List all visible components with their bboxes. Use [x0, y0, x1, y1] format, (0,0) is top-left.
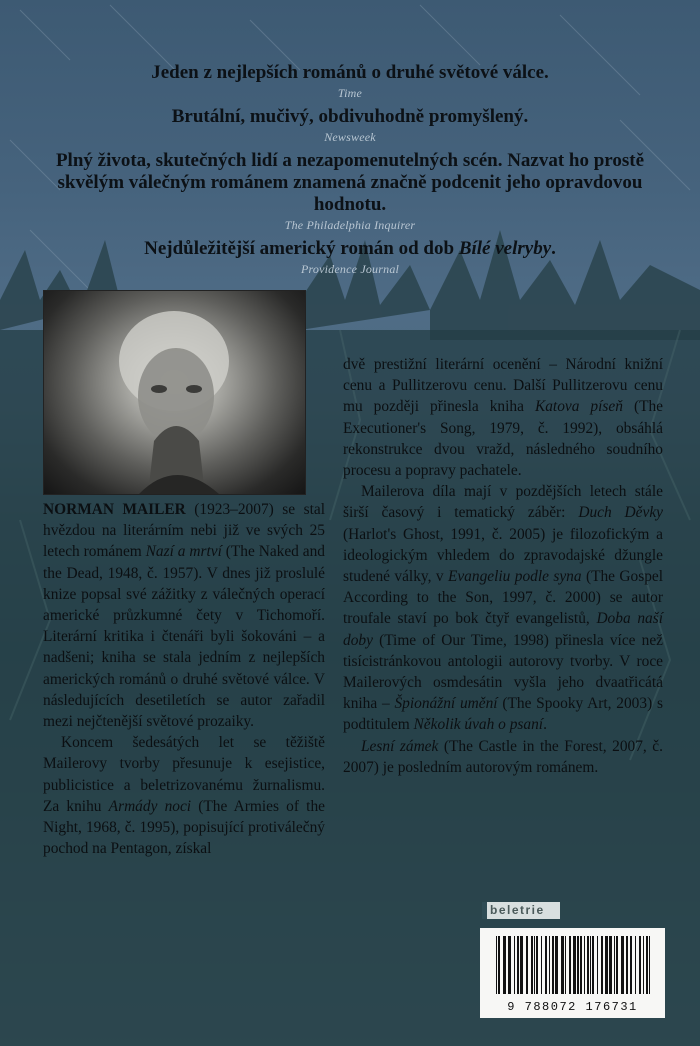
barcode-bar [536, 936, 538, 994]
barcode-bar [646, 936, 648, 994]
barcode-bars [480, 928, 665, 1000]
barcode-bar [643, 936, 644, 994]
barcode-bar [514, 936, 515, 994]
barcode-bar [616, 936, 618, 994]
barcode-bar [508, 936, 511, 994]
barcode-bar [549, 936, 550, 994]
barcode-bar [639, 936, 641, 994]
barcode-bar [635, 936, 636, 994]
publisher-mark-icon [482, 902, 487, 919]
barcode-bar [565, 936, 566, 994]
bio-paragraph-4: Mailerova díla mají v pozdějších letech stále širší časový i tematický záběr: Duch Děvky (Harlot's Ghost, 1991, č. 2005) je filozofickým a ideologickým vhledem do zpravodajské džungle studené války, v Evangeliu podle syna (The Gospel According to the Son, 1997, č. 2000) se autor troufale staví po bok čtyř evangelistů, Doba naší doby (Time of Our Time, 1998) přinesla více než tisícistránkovou antologii autorovy tvorby. V roce Mailerových osmdesátin vyšla jeho dvaatřicátá kniha – Špionážní umění (The Spooky Art, 2003) s podtitulem Několik úvah o psaní. [343, 483, 664, 734]
bio-paragraph-3: dvě prestižní literární ocenění – Národní knižní cenu a Pullitzerovu cenu. Další Pullitzerovu cenu mu později přinesla kniha Katova píseň (The Executioner's Song, 1979, č. 1992), obsáhlá rekonstrukce dvou vražd, následného soudního procesu a popravy pachatele. [343, 356, 663, 480]
author-name: NORMAN MAILER [43, 501, 186, 518]
bio-paragraph-5: Lesní zámek (The Castle in the Forest, 2007, č. 2007) je posledním autorovým románem. [343, 737, 663, 776]
bio-column-left [43, 499, 325, 859]
quote-2: Brutální, mučivý, obdivuhodně promyšlený. [171, 106, 529, 127]
barcode-bar [520, 936, 523, 994]
barcode-bar [526, 936, 528, 994]
author-portrait-illustration [44, 291, 305, 494]
bio-paragraph-2: Koncem šedesátých let se těžiště Mailerovy tvorby přesunuje k esejistice, publicistice a beletrizovanému žurnalismu. Za knihu Armády noci (The Armies of the Night, 1968, č. 1995), popisující protiválečný pochod na Pentagon, získal [43, 734, 325, 858]
barcode [480, 928, 665, 1018]
barcode-bar [496, 936, 497, 994]
barcode-bar [552, 936, 554, 994]
barcode-bar [609, 936, 612, 994]
bio-column-right [343, 354, 663, 778]
barcode-bar [587, 936, 589, 994]
barcode-bar [534, 936, 535, 994]
barcode-bar [577, 936, 579, 994]
barcode-bar [601, 936, 603, 994]
barcode-bar [590, 936, 591, 994]
quote-4: Nejdůležitější americký román od dob Bílé velryby. [144, 238, 556, 259]
quote-1: Jeden z nejlepších románů o druhé světové válce. [151, 62, 549, 83]
barcode-bar [614, 936, 615, 994]
barcode-bar [580, 936, 582, 994]
quote-2-source: Newsweek [324, 130, 376, 144]
quote-3: Plný života, skutečných lidí a nezapomenutelných scén. Nazvat ho prostě skvělým válečným románem znamená značně podcenit jeho opravdovou hodnotu. [55, 150, 645, 215]
barcode-bar [503, 936, 506, 994]
publisher-logo: beletrie [482, 902, 560, 919]
bio-paragraph-1: NORMAN MAILER (1923–2007) se stal hvězdou na literárním nebi již ve svých 25 letech románem Nazí a mrtví (The Naked and the Dead, 1948, č. 1957). V dnes již proslulé knize popsal své zážitky z válečných operací americké průzkumné čety v Tichomoří. Literární kritika i čtenáři byli šokováni – a nadšeni; kniha se stala jedním z nejlepších amerických románů o druhé světové válce. V následujících desetiletích se autor zařadil mezi nejčtenější světové prozaiky. [43, 501, 325, 731]
author-photo [43, 290, 306, 495]
barcode-bar [569, 936, 571, 994]
barcode-bar [531, 936, 533, 994]
barcode-bar [592, 936, 594, 994]
barcode-bar [584, 936, 585, 994]
barcode-bar [649, 936, 650, 994]
barcode-bar [541, 936, 542, 994]
barcode-bar [498, 936, 500, 994]
barcode-bar [555, 936, 558, 994]
review-quotes [0, 62, 700, 282]
barcode-bar [573, 936, 576, 994]
barcode-bar [545, 936, 547, 994]
barcode-bar [517, 936, 519, 994]
barcode-bar [597, 936, 598, 994]
barcode-bar [630, 936, 632, 994]
barcode-bar [626, 936, 628, 994]
isbn-number: 9 788072 176731 [507, 1000, 638, 1014]
quote-4-source: Providence Journal [300, 262, 400, 276]
quote-1-source: Time [337, 86, 363, 100]
barcode-bar [605, 936, 608, 994]
barcode-bar [621, 936, 624, 994]
barcode-bar [561, 936, 564, 994]
quote-3-source: The Philadelphia Inquirer [284, 218, 416, 232]
